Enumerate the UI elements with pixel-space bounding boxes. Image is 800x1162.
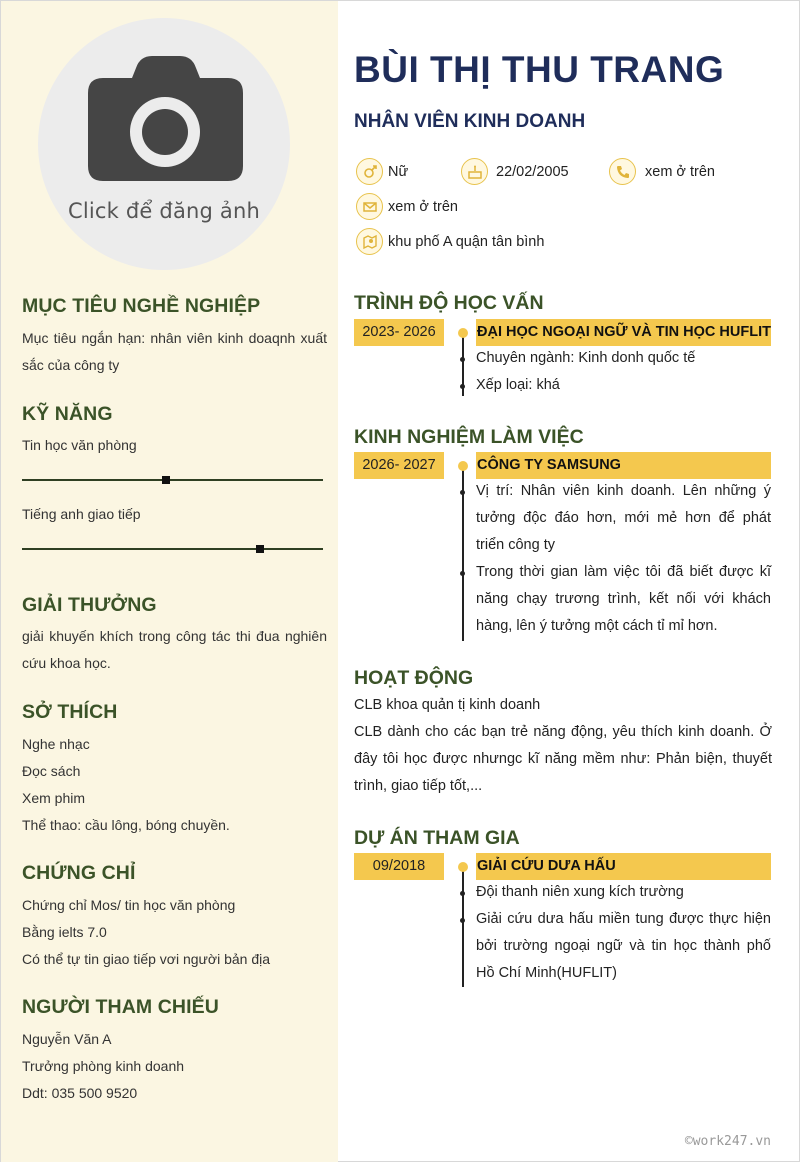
job-title: NHÂN VIÊN KINH DOANH xyxy=(354,111,586,132)
objective-text: Mục tiêu ngắn hạn: nhân viên kinh doaqnh xuất sắc của công ty xyxy=(22,330,327,373)
reference-item: Nguyễn Văn A xyxy=(22,1031,112,1047)
experience-detail: Trong thời gian làm việc tôi đã biết được kĩ năng chạy trương trình, kết nối với khách hàng, lên ý tưởng một cách tỉ mỉ hơn. xyxy=(476,564,771,634)
experience-date: 2026- 2027 xyxy=(354,452,444,479)
education-detail: Chuyên ngành: Kinh donh quốc tế xyxy=(476,350,696,366)
project-date: 09/2018 xyxy=(354,853,444,880)
timeline-dot xyxy=(458,862,468,872)
experience-heading: KINH NGHIỆM LÀM VIỆC xyxy=(354,426,584,448)
experience-company: CÔNG TY SAMSUNG xyxy=(476,452,771,479)
sidebar xyxy=(1,1,338,1162)
birthday-icon xyxy=(461,158,488,185)
address-value: khu phố A quận tân bình xyxy=(388,234,545,250)
project-detail: Giải cứu dưa hấu miền tung được thực hiện bởi trường ngoại ngữ và tin học thành phố Hồ Chí Minh(HUFLIT) xyxy=(476,911,771,981)
gender-icon xyxy=(356,158,383,185)
timeline-dot xyxy=(458,328,468,338)
skill-name: Tiếng anh giao tiếp xyxy=(22,506,141,522)
activities-club: CLB khoa quản tị kinh doanh xyxy=(354,697,541,713)
hobby-item: Nghe nhạc xyxy=(22,736,90,752)
skill-level-bar xyxy=(22,548,323,550)
hobby-item: Đọc sách xyxy=(22,763,81,779)
skill-name: Tin học văn phòng xyxy=(22,437,137,453)
bullet-dot xyxy=(460,891,465,896)
timeline-line xyxy=(462,865,464,987)
education-school: ĐẠI HỌC NGOẠI NGỮ VÀ TIN HỌC HUFLIT xyxy=(476,319,771,346)
project-detail: Đội thanh niên xung kích trường xyxy=(476,884,684,900)
education-heading: TRÌNH ĐỘ HỌC VẤN xyxy=(354,292,544,314)
phone-icon xyxy=(609,158,636,185)
certificate-item: Có thể tự tin giao tiếp vơi người bản địa xyxy=(22,951,271,967)
bullet-dot xyxy=(460,571,465,576)
photo-upload[interactable] xyxy=(38,18,290,270)
project-name: GIẢI CỨU DƯA HẤU xyxy=(476,853,771,880)
phone-value: xem ở trên xyxy=(645,164,715,180)
certificate-item: Bằng ielts 7.0 xyxy=(22,924,107,940)
activities-text: CLB dành cho các bạn trẻ năng động, yêu thích kinh doanh. Ở đây tôi học được nhưngc kĩ năng mềm như: Phản biện, thuyết trình, giao tiếp tốt,... xyxy=(354,724,772,794)
certificates-heading: CHỨNG CHỈ xyxy=(22,862,136,884)
education-detail: Xếp loại: khá xyxy=(476,377,560,393)
timeline-dot xyxy=(458,461,468,471)
bullet-dot xyxy=(460,357,465,362)
experience-detail: Vị trí: Nhân viên kinh doanh. Lên những ý tưởng độc đáo hơn, mới mẻ hơn để phát triển công ty xyxy=(476,483,771,553)
photo-upload-label: Click để đăng ảnh xyxy=(67,199,261,223)
skill-level-marker[interactable] xyxy=(162,476,170,484)
hobbies-heading: SỞ THÍCH xyxy=(22,701,118,723)
birthday-value: 22/02/2005 xyxy=(496,164,569,180)
education-date: 2023- 2026 xyxy=(354,319,444,346)
activities-heading: HOẠT ĐỘNG xyxy=(354,667,474,689)
bullet-dot xyxy=(460,490,465,495)
objective-heading: MỤC TIÊU NGHỀ NGHIỆP xyxy=(22,295,261,317)
skills-heading: KỸ NĂNG xyxy=(22,403,113,425)
certificate-item: Chứng chỉ Mos/ tin học văn phòng xyxy=(22,897,236,913)
email-icon xyxy=(356,193,383,220)
watermark: ©work247.vn xyxy=(684,1134,771,1149)
skill-level-bar xyxy=(22,479,323,481)
hobby-item: Xem phim xyxy=(22,790,86,806)
camera-icon xyxy=(88,56,243,181)
bullet-dot xyxy=(460,384,465,389)
skill-level-marker[interactable] xyxy=(256,545,264,553)
address-icon xyxy=(356,228,383,255)
awards-heading: GIẢI THƯỞNG xyxy=(22,594,157,616)
reference-item: Trưởng phòng kinh doanh xyxy=(22,1058,185,1074)
projects-heading: DỰ ÁN THAM GIA xyxy=(354,827,520,849)
hobby-item: Thể thao: cầu lông, bóng chuyền. xyxy=(22,817,230,833)
reference-item: Ddt: 035 500 9520 xyxy=(22,1085,138,1101)
gender-value: Nữ xyxy=(388,164,409,180)
email-value: xem ở trên xyxy=(388,199,458,215)
awards-text: giải khuyến khích trong công tác thi đua nghiên cứu khoa học. xyxy=(22,628,327,671)
references-heading: NGƯỜI THAM CHIẾU xyxy=(22,996,219,1018)
candidate-name: BÙI THỊ THU TRANG xyxy=(354,49,725,90)
bullet-dot xyxy=(460,918,465,923)
